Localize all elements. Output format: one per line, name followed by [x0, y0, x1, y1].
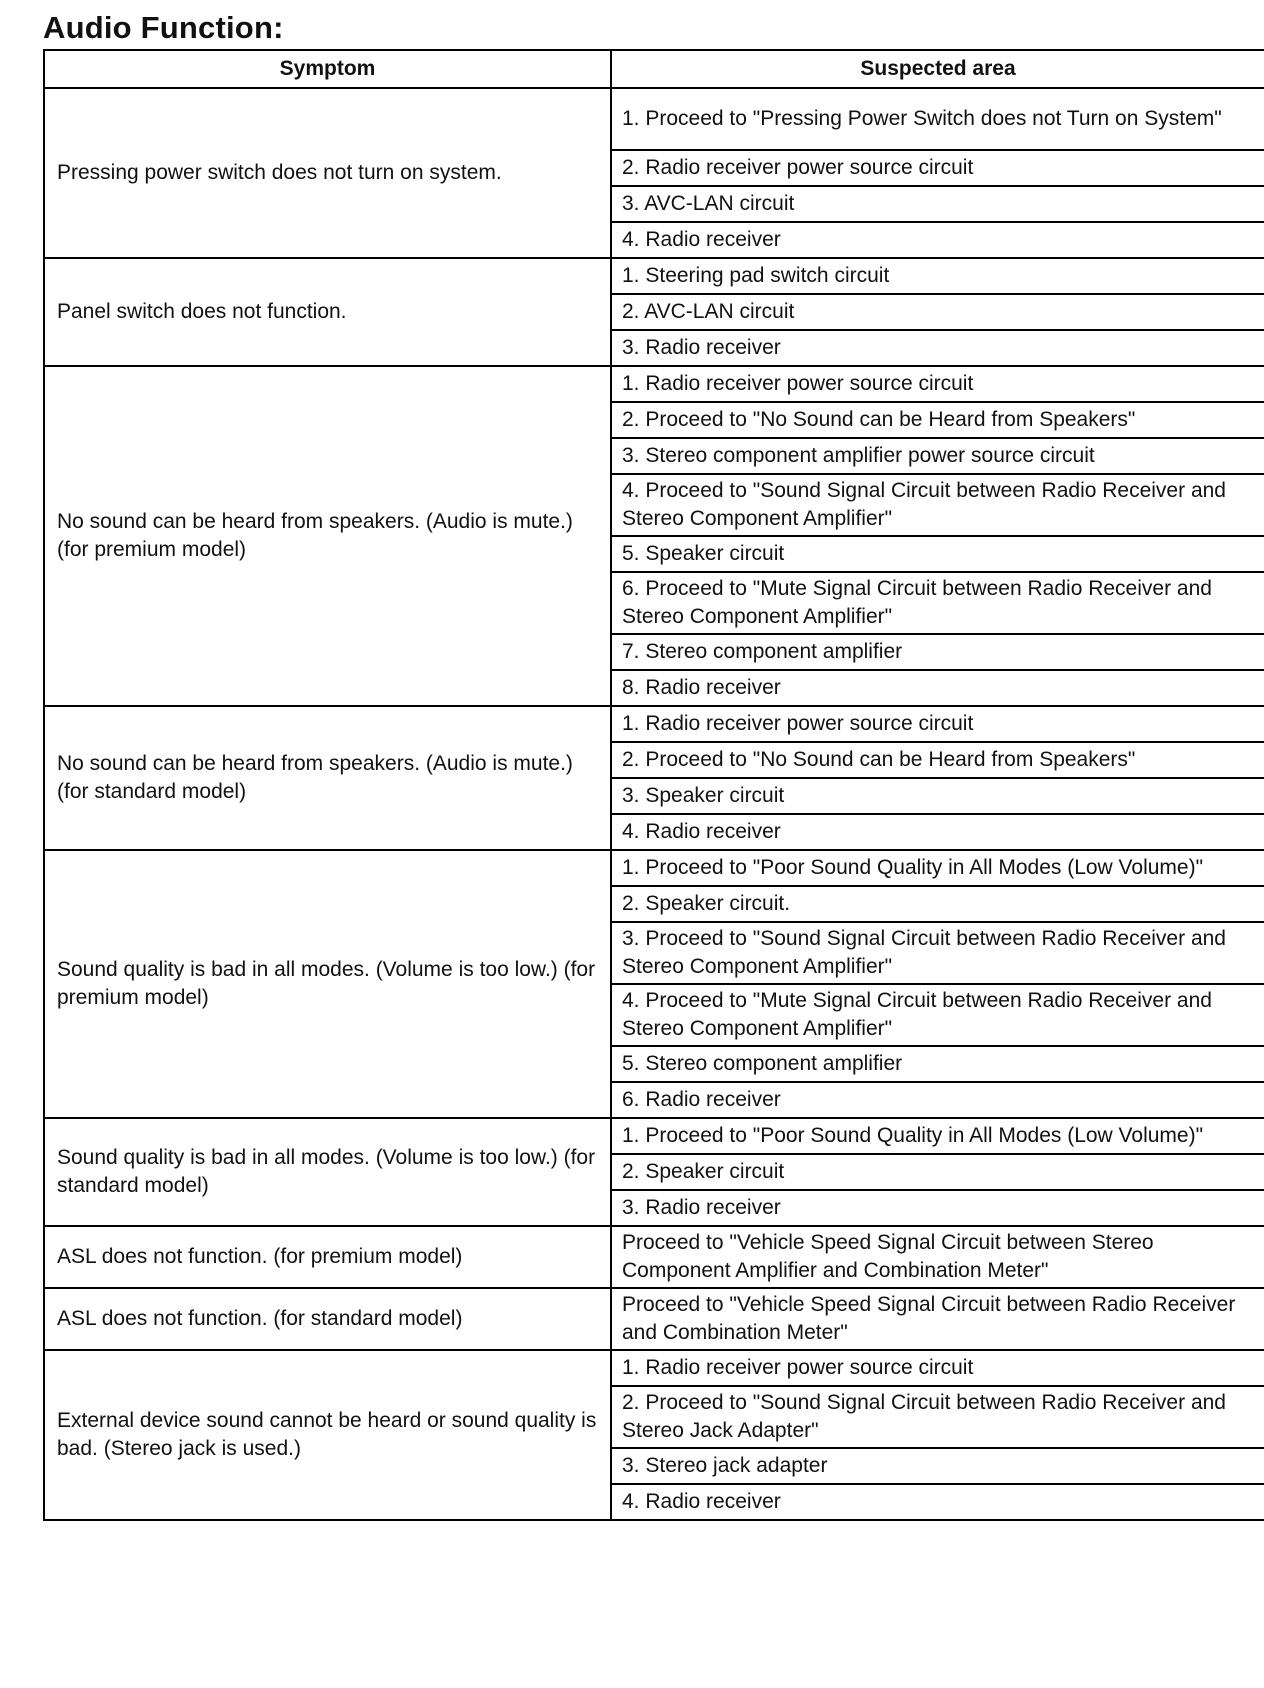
table-row — [44, 258, 1264, 294]
symptom-cell: No sound can be heard from speakers. (Audio is mute.) (for premium model) — [44, 366, 611, 706]
suspected-area-cell: 3. Radio receiver — [611, 1190, 1264, 1226]
suspected-area-cell: 3. AVC-LAN circuit — [611, 186, 1264, 222]
symptom-column-header: Symptom — [44, 50, 611, 88]
suspected-area-cell: 1. Proceed to "Poor Sound Quality in All Modes (Low Volume)" — [611, 850, 1264, 886]
suspected-area-column-header: Suspected area — [611, 50, 1264, 88]
symptom-cell: ASL does not function. (for premium model) — [44, 1226, 611, 1288]
symptom-cell: External device sound cannot be heard or sound quality is bad. (Stereo jack is used.) — [44, 1350, 611, 1520]
table-body — [44, 88, 1264, 1520]
suspected-area-cell: 2. Proceed to "No Sound can be Heard from Speakers" — [611, 402, 1264, 438]
suspected-area-cell: Proceed to "Vehicle Speed Signal Circuit between Radio Receiver and Combination Meter" — [611, 1288, 1264, 1350]
suspected-area-cell: 3. Stereo jack adapter — [611, 1448, 1264, 1484]
table-row — [44, 1288, 1264, 1350]
troubleshooting-table-container — [43, 49, 1264, 1521]
suspected-area-cell: 1. Proceed to "Pressing Power Switch does not Turn on System" — [611, 88, 1264, 150]
suspected-area-cell: 2. Proceed to "Sound Signal Circuit between Radio Receiver and Stereo Jack Adapter" — [611, 1386, 1264, 1448]
page-title: Audio Function: — [43, 10, 284, 45]
suspected-area-cell: 6. Radio receiver — [611, 1082, 1264, 1118]
suspected-area-cell: 2. Speaker circuit — [611, 1154, 1264, 1190]
table-row — [44, 366, 1264, 402]
suspected-area-cell: 7. Stereo component amplifier — [611, 634, 1264, 670]
table-row — [44, 850, 1264, 886]
symptom-cell: Pressing power switch does not turn on system. — [44, 88, 611, 258]
suspected-area-cell: 4. Proceed to "Sound Signal Circuit between Radio Receiver and Stereo Component Amplifier" — [611, 474, 1264, 536]
suspected-area-cell: 1. Radio receiver power source circuit — [611, 1350, 1264, 1386]
suspected-area-cell: 3. Speaker circuit — [611, 778, 1264, 814]
suspected-area-cell: 4. Radio receiver — [611, 222, 1264, 258]
suspected-area-cell: 3. Proceed to "Sound Signal Circuit between Radio Receiver and Stereo Component Amplifier" — [611, 922, 1264, 984]
suspected-area-cell: 4. Proceed to "Mute Signal Circuit between Radio Receiver and Stereo Component Amplifier" — [611, 984, 1264, 1046]
symptom-cell: Panel switch does not function. — [44, 258, 611, 366]
suspected-area-cell: 6. Proceed to "Mute Signal Circuit between Radio Receiver and Stereo Component Amplifier" — [611, 572, 1264, 634]
suspected-area-cell: 1. Steering pad switch circuit — [611, 258, 1264, 294]
symptom-cell: ASL does not function. (for standard model) — [44, 1288, 611, 1350]
suspected-area-cell: 3. Radio receiver — [611, 330, 1264, 366]
suspected-area-cell: 2. Speaker circuit. — [611, 886, 1264, 922]
table-row — [44, 1118, 1264, 1154]
table-row — [44, 706, 1264, 742]
suspected-area-cell: 4. Radio receiver — [611, 814, 1264, 850]
suspected-area-cell: Proceed to "Vehicle Speed Signal Circuit between Stereo Component Amplifier and Combination Meter" — [611, 1226, 1264, 1288]
table-row — [44, 1226, 1264, 1288]
suspected-area-cell: 1. Radio receiver power source circuit — [611, 366, 1264, 402]
table-row — [44, 88, 1264, 150]
suspected-area-cell: 5. Speaker circuit — [611, 536, 1264, 572]
symptom-cell: No sound can be heard from speakers. (Audio is mute.) (for standard model) — [44, 706, 611, 850]
suspected-area-cell: 1. Radio receiver power source circuit — [611, 706, 1264, 742]
table-row — [44, 1350, 1264, 1386]
suspected-area-cell: 8. Radio receiver — [611, 670, 1264, 706]
suspected-area-cell: 5. Stereo component amplifier — [611, 1046, 1264, 1082]
suspected-area-cell: 2. Proceed to "No Sound can be Heard from Speakers" — [611, 742, 1264, 778]
suspected-area-cell: 3. Stereo component amplifier power source circuit — [611, 438, 1264, 474]
symptom-cell: Sound quality is bad in all modes. (Volume is too low.) (for premium model) — [44, 850, 611, 1118]
suspected-area-cell: 4. Radio receiver — [611, 1484, 1264, 1520]
troubleshooting-table — [43, 49, 1264, 1521]
header-row — [44, 50, 1264, 88]
suspected-area-cell: 2. AVC-LAN circuit — [611, 294, 1264, 330]
symptom-cell: Sound quality is bad in all modes. (Volume is too low.) (for standard model) — [44, 1118, 611, 1226]
suspected-area-cell: 1. Proceed to "Poor Sound Quality in All Modes (Low Volume)" — [611, 1118, 1264, 1154]
suspected-area-cell: 2. Radio receiver power source circuit — [611, 150, 1264, 186]
